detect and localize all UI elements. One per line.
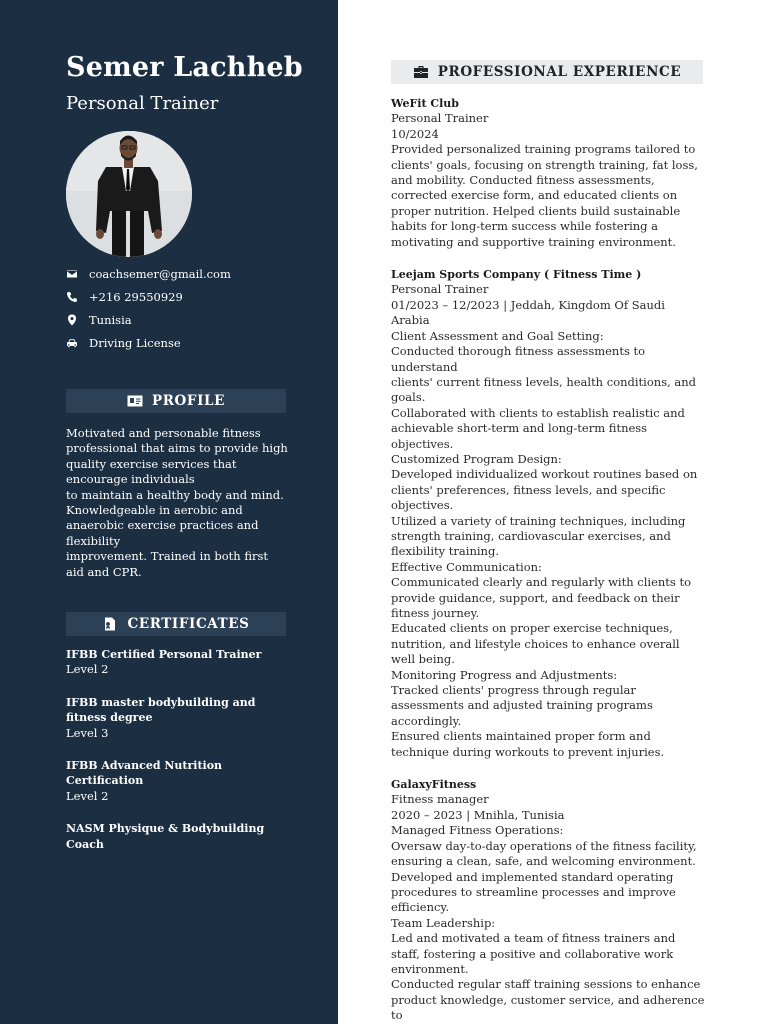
experience-list xyxy=(391,96,707,1024)
certificates-heading xyxy=(66,612,286,636)
job-description-line: Educated clients on proper exercise techniques, nutrition, and lifestyle choices to enhance overall well being. xyxy=(391,621,680,667)
job-dates: 10/2024 xyxy=(391,126,439,141)
job-dates: 01/2023 – 12/2023 | Jeddah, Kingdom Of Saudi Arabia xyxy=(391,297,665,328)
job-description xyxy=(391,823,707,1023)
certificate-item xyxy=(66,647,288,678)
job-title: Personal Trainer xyxy=(391,111,489,126)
certificate-title: IFBB Certified Personal Trainer xyxy=(66,648,262,661)
contact-location xyxy=(66,308,296,331)
car-icon xyxy=(66,337,78,349)
candidate-role: Personal Trainer xyxy=(66,93,219,114)
job-description-line: Ensured clients maintained proper form and technique during workouts to prevent injuries. xyxy=(391,729,665,759)
contact-license xyxy=(66,331,296,354)
certificate-item xyxy=(66,821,288,852)
job-entry xyxy=(391,267,707,760)
job-description-line: Monitoring Progress and Adjustments: xyxy=(391,667,618,682)
envelope-icon xyxy=(66,268,78,280)
job-company: GalaxyFitness xyxy=(391,778,477,792)
briefcase-icon xyxy=(413,65,429,79)
contact-phone-text: +216 29550929 xyxy=(89,289,183,304)
job-description-line: Customized Program Design: xyxy=(391,451,562,466)
certificate-item xyxy=(66,758,288,804)
profile-line: improvement. Trained in both first aid and CPR. xyxy=(66,549,269,579)
job-description-line: Team Leadership: xyxy=(391,915,496,930)
job-title: Personal Trainer xyxy=(391,282,489,297)
location-pin-icon xyxy=(66,314,78,326)
certificate-level: Level 3 xyxy=(66,725,109,740)
experience-heading xyxy=(391,60,703,84)
job-description-line: Led and motivated a team of fitness trainers and staff, fostering a positive and collaborative work environment. xyxy=(391,931,676,976)
job-description-line: Developed individualized workout routines based on clients' preferences, fitness levels, and specific objectives. xyxy=(391,467,698,513)
job-company: Leejam Sports Company ( Fitness Time ) xyxy=(391,268,642,282)
job-description xyxy=(391,142,707,250)
job-dates: 2020 – 2023 | Mnihla, Tunisia xyxy=(391,807,565,822)
contact-email[interactable] xyxy=(66,262,296,285)
job-description xyxy=(391,329,707,760)
candidate-name: Semer Lachheb xyxy=(66,52,303,83)
certificate-level: Level 2 xyxy=(66,662,109,677)
profile-line: Motivated and personable fitness professional that aims to provide high quality exercise services that encourage individuals xyxy=(66,426,288,487)
certificates-heading-text: CERTIFICATES xyxy=(127,616,250,632)
job-description-line: Collaborated with clients to establish realistic and achievable short-term and long-term fitness objectives. xyxy=(391,405,685,451)
job-description-line: Utilized a variety of training techniques, including strength training, cardiovascular exercises, and flexibility training. xyxy=(391,513,686,559)
sidebar xyxy=(0,0,338,1024)
profile-line: to maintain a healthy body and mind. Knowledgeable in aerobic and anaerobic exercise practices and flexibility xyxy=(66,487,284,548)
profile-heading xyxy=(66,389,286,413)
job-description-line: Developed and implemented standard operating procedures to streamline processes and improve efficiency. xyxy=(391,869,676,915)
certificate-icon xyxy=(102,617,118,631)
id-card-icon xyxy=(127,394,143,408)
job-description-line: clients' current fitness levels, health conditions, and goals. xyxy=(391,374,697,405)
certificate-title: NASM Physique & Bodybuilding Coach xyxy=(66,822,265,851)
job-entry xyxy=(391,96,707,250)
certificate-level: Level 2 xyxy=(66,788,109,803)
job-description-line: Client Assessment and Goal Setting: xyxy=(391,328,604,343)
job-description-line: Provided personalized training programs tailored to clients' goals, focusing on strength training, fat loss, and mobility. Conducted fitness assessments, corrected exercise form, and educated clients on proper nutrition. Helped clients build sustainable habits for long-term success while fostering a motivating and supportive training environment. xyxy=(391,142,698,249)
job-description-line: Effective Communication: xyxy=(391,559,542,574)
job-description-line: Conducted regular staff training sessions to enhance product knowledge, customer service, and adherence to xyxy=(391,977,705,1023)
profile-heading-text: PROFILE xyxy=(151,393,225,409)
job-description-line: Managed Fitness Operations: xyxy=(391,823,564,838)
experience-heading-text: PROFESSIONAL EXPERIENCE xyxy=(437,64,682,80)
certificate-item xyxy=(66,695,288,741)
contact-location-text: Tunisia xyxy=(89,312,132,327)
job-description-line: Tracked clients' progress through regular assessments and adjusted training programs accordingly. xyxy=(391,683,653,728)
certificate-title: IFBB Advanced Nutrition Certification xyxy=(66,759,223,788)
job-company: WeFit Club xyxy=(391,97,459,110)
main-content xyxy=(338,0,768,1024)
contact-phone[interactable] xyxy=(66,285,296,308)
contact-list xyxy=(66,262,296,354)
contact-license-text: Driving License xyxy=(89,335,181,350)
certificate-title: IFBB master bodybuilding and fitness degree xyxy=(66,695,256,725)
contact-email-text: coachsemer@gmail.com xyxy=(89,266,231,281)
job-title: Fitness manager xyxy=(391,792,489,807)
phone-icon xyxy=(66,291,78,303)
job-description-line: Communicated clearly and regularly with clients to provide guidance, support, and feedback on their fitness journey. xyxy=(391,575,692,620)
certificates-list xyxy=(66,647,288,869)
job-description-line: Oversaw day-to-day operations of the fitness facility, ensuring a clean, safe, and welcoming environment. xyxy=(391,838,697,869)
avatar xyxy=(66,131,192,257)
profile-photo xyxy=(66,131,192,257)
profile-summary xyxy=(66,426,288,580)
job-entry xyxy=(391,777,707,1024)
job-description-line: Conducted thorough fitness assessments to understand xyxy=(391,344,646,374)
